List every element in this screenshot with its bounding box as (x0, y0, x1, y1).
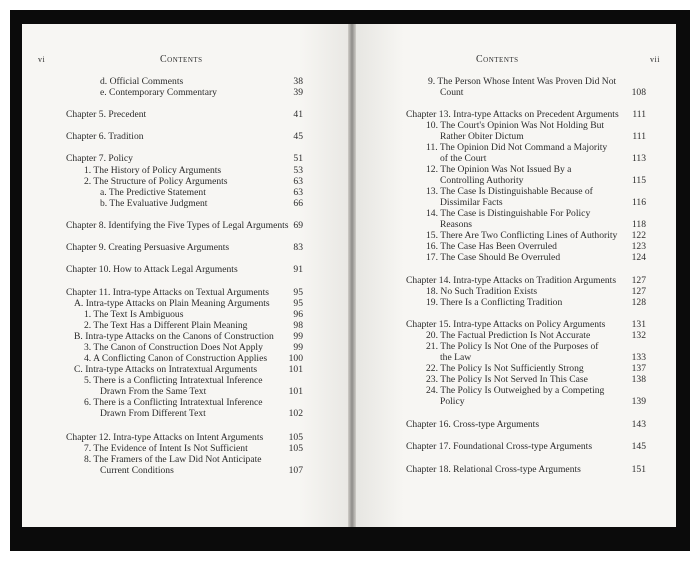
right-toc-entry-title: 16. The Case Has Been Overruled (426, 241, 557, 252)
right-toc-entry-page: 123 (631, 241, 646, 252)
right-toc-entry-page: 111 (632, 109, 646, 120)
right-toc-entry-title: 22. The Policy Is Not Sufficiently Strong (426, 363, 584, 374)
left-toc-entry-title: Chapter 12. Intra-type Attacks on Intent Arguments (66, 432, 264, 443)
left-toc-entry-page: 98 (293, 320, 303, 331)
left-toc-entry-title: Chapter 10. How to Attack Legal Arguments (66, 264, 238, 275)
right-toc-entry-title: Chapter 17. Foundational Cross-type Arguments (406, 441, 593, 452)
right-rule (406, 98, 626, 99)
left-toc-entry-page: 95 (293, 298, 303, 309)
left-rule (66, 231, 299, 232)
left-toc-entry-title: Chapter 11. Intra-type Attacks on Textual Arguments (66, 287, 269, 298)
left-toc-entry-page: 95 (293, 287, 303, 298)
left-toc-entry-page: 96 (293, 309, 303, 320)
left-toc-entry-title: C. Intra-type Attacks on Intratextual Arguments (74, 364, 258, 375)
right-toc-entry-page: 127 (631, 286, 646, 297)
left-toc-entry-title: b. The Evaluative Judgment (100, 198, 208, 209)
right-toc-entry-title: 15. There Are Two Conflicting Lines of Authority (426, 230, 618, 241)
right-toc-entry-title: Chapter 15. Intra-type Attacks on Policy Arguments (406, 319, 606, 330)
right-toc-entry-title: 17. The Case Should Be Overruled (426, 252, 561, 263)
left-toc-entry-title: a. The Predictive Statement (100, 187, 206, 198)
left-toc-entry-title: Chapter 5. Precedent (66, 109, 147, 120)
right-toc-entry-title: 14. The Case is Distinguishable For Policy (426, 208, 591, 219)
left-toc-entry-title: 2. The Text Has a Different Plain Meaning (84, 320, 248, 331)
right-toc-entry-page: 133 (631, 352, 646, 363)
left-page-number: vi (38, 55, 46, 64)
left-toc-entry-title: A. Intra-type Attacks on Plain Meaning Arguments (74, 298, 270, 309)
left-rule (66, 98, 299, 99)
left-toc-entry-page: 105 (288, 432, 303, 443)
book-gutter (348, 24, 356, 527)
right-toc-entry-page: 138 (631, 374, 646, 385)
right-toc-entry-title: Controlling Authority (440, 175, 524, 186)
left-toc-entry-title: Chapter 9. Creating Persuasive Arguments (66, 242, 230, 253)
right-toc-entry-title: 23. The Policy Is Not Served In This Case (426, 374, 588, 385)
right-toc-entry-title: 24. The Policy Is Outweighed by a Competing (426, 385, 605, 396)
left-rule (66, 276, 299, 277)
left-toc-entry-page: 41 (293, 109, 303, 120)
right-toc-entry-title: Chapter 16. Cross-type Arguments (406, 419, 540, 430)
right-toc-entry-title: Chapter 18. Relational Cross-type Arguments (406, 464, 581, 475)
right-toc-entry-title: 20. The Factual Prediction Is Not Accurate (426, 330, 591, 341)
left-rule (66, 253, 299, 254)
right-toc-entry-title: Dissimilar Facts (440, 197, 503, 208)
left-toc-entry-title: e. Contemporary Commentary (100, 87, 217, 98)
left-toc-entry-page: 53 (293, 165, 303, 176)
right-page-number: vii (650, 55, 660, 64)
right-running-head: Contents (476, 54, 519, 65)
left-toc-entry-page: 99 (293, 331, 303, 342)
right-toc-entry-title: 19. There Is a Conflicting Tradition (426, 297, 563, 308)
left-toc-entry-title: 2. The Structure of Policy Arguments (84, 176, 228, 187)
left-toc-entry-page: 99 (293, 342, 303, 353)
left-toc-entry-page: 101 (288, 386, 303, 397)
left-toc-entry-title: Current Conditions (100, 465, 174, 476)
right-page (356, 24, 676, 527)
left-toc-entry-title: 5. There is a Conflicting Intratextual Inference (84, 375, 263, 386)
right-toc-entry-title: Chapter 13. Intra-type Attacks on Precedent Arguments (406, 109, 619, 120)
left-toc-entry-title: 7. The Evidence of Intent Is Not Sufficient (84, 443, 248, 454)
left-page (22, 24, 348, 527)
right-toc-entry-title: the Law (440, 352, 472, 363)
left-toc-entry-page: 38 (293, 76, 303, 87)
left-toc-entry-page: 69 (293, 220, 303, 231)
right-toc-entry-title: Count (440, 87, 464, 98)
right-rule (406, 264, 626, 265)
left-toc-entry-title: d. Official Comments (100, 76, 184, 87)
right-rule (406, 430, 626, 431)
right-toc-entry-title: 18. No Such Tradition Exists (426, 286, 538, 297)
right-toc-entry-page: 139 (631, 396, 646, 407)
left-toc-entry-title: 6. There is a Conflicting Intratextual Inference (84, 397, 263, 408)
left-toc-entry-page: 101 (288, 364, 303, 375)
right-toc-entry-title: 13. The Case Is Distinguishable Because of (426, 186, 593, 197)
left-toc-entry-page: 83 (293, 242, 303, 253)
right-toc-entry-title: 12. The Opinion Was Not Issued By a (426, 164, 572, 175)
left-toc-entry-title: Chapter 7. Policy (66, 153, 133, 164)
left-toc-entry-page: 105 (288, 443, 303, 454)
right-toc-entry-page: 116 (631, 197, 646, 208)
left-toc-entry-page: 91 (293, 264, 303, 275)
left-rule (66, 420, 299, 421)
right-toc-entry-title: Rather Obiter Dictum (440, 131, 524, 142)
right-toc-entry-title: 11. The Opinion Did Not Command a Majority (426, 142, 608, 153)
left-toc-entry-title: Drawn From the Same Text (100, 386, 207, 397)
right-toc-entry-title: 9. The Person Whose Intent Was Proven Did Not (428, 76, 617, 87)
right-toc-entry-page: 115 (631, 175, 646, 186)
right-toc-entry-page: 113 (631, 153, 646, 164)
right-toc-entry-page: 118 (631, 219, 646, 230)
right-toc-entry-title: 21. The Policy Is Not One of the Purposes of (426, 341, 599, 352)
left-toc-entry-title: Chapter 6. Tradition (66, 131, 144, 142)
right-rule (406, 308, 626, 309)
right-toc-entry-page: 145 (631, 441, 646, 452)
right-toc-entry-title: Reasons (440, 219, 472, 230)
left-toc-entry-page: 63 (293, 176, 303, 187)
left-toc-entry-page: 102 (288, 408, 303, 419)
left-toc-entry-title: 3. The Canon of Construction Does Not Apply (84, 342, 263, 353)
left-rule (66, 120, 299, 121)
left-toc-entry-page: 39 (293, 87, 303, 98)
right-toc-entry-title: Chapter 14. Intra-type Attacks on Tradition Arguments (406, 275, 617, 286)
right-toc-entry-page: 137 (631, 363, 646, 374)
right-toc-entry-page: 122 (631, 230, 646, 241)
left-toc-entry-page: 66 (293, 198, 303, 209)
right-toc-entry-page: 143 (631, 419, 646, 430)
left-toc-entry-page: 107 (288, 465, 303, 476)
right-toc-entry-page: 151 (631, 464, 646, 475)
right-rule (406, 408, 626, 409)
left-toc-entry-title: Chapter 8. Identifying the Five Types of Legal Arguments (66, 220, 289, 231)
left-rule (66, 142, 299, 143)
left-toc-entry-page: 63 (293, 187, 303, 198)
right-toc-entry-title: Policy (440, 396, 465, 407)
left-toc-entry-title: Drawn From Different Text (100, 408, 206, 419)
right-toc-entry-title: 10. The Court's Opinion Was Not Holding But (426, 120, 605, 131)
left-toc-entry-page: 51 (293, 153, 303, 164)
left-toc-entry-title: 1. The Text Is Ambiguous (84, 309, 184, 320)
left-toc-entry-page: 100 (288, 353, 303, 364)
right-toc-entry-title: of the Court (440, 153, 487, 164)
left-toc-entry-title: 8. The Framers of the Law Did Not Anticipate (84, 454, 262, 465)
right-toc-entry-page: 132 (631, 330, 646, 341)
left-toc-entry-title: 4. A Conflicting Canon of Construction Applies (84, 353, 268, 364)
right-toc-entry-page: 108 (631, 87, 646, 98)
right-rule (406, 453, 626, 454)
left-toc-entry-title: B. Intra-type Attacks on the Canons of Construction (74, 331, 274, 342)
right-toc-entry-page: 127 (631, 275, 646, 286)
left-toc-entry-page: 45 (293, 131, 303, 142)
left-toc-entry-title: 1. The History of Policy Arguments (84, 165, 222, 176)
right-toc-entry-page: 128 (631, 297, 646, 308)
left-rule (66, 209, 299, 210)
left-running-head: Contents (160, 54, 203, 65)
right-toc-entry-page: 124 (631, 252, 646, 263)
right-toc-entry-page: 111 (632, 131, 646, 142)
right-toc-entry-page: 131 (631, 319, 646, 330)
